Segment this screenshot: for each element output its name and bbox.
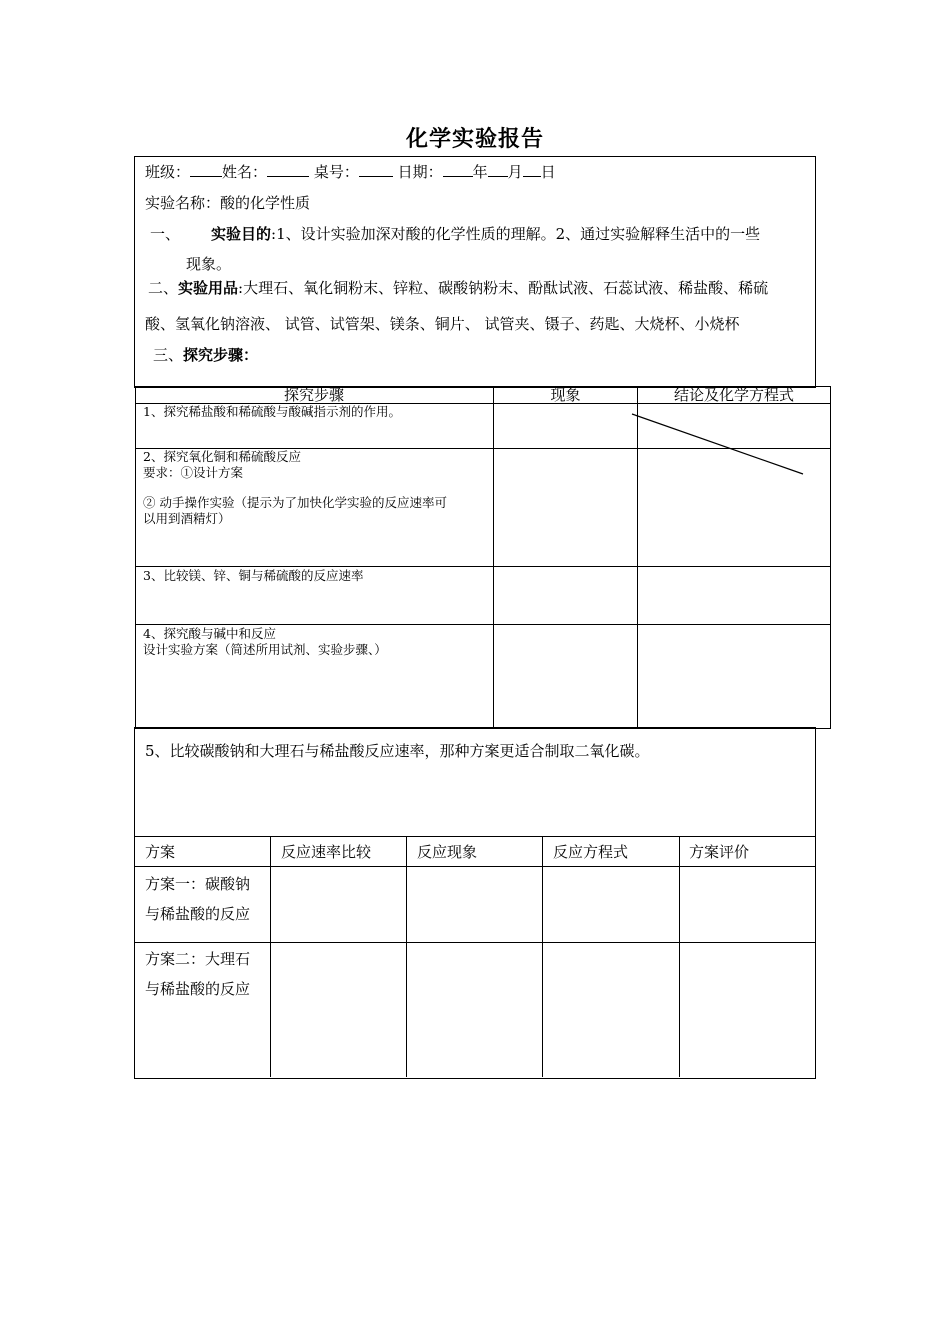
month-blank[interactable] [488, 162, 508, 177]
purpose-text-line2: 现象。 [186, 255, 232, 273]
compare-box [134, 727, 816, 1079]
year-blank[interactable] [443, 162, 473, 177]
compare-header-plan: 方案 [145, 843, 176, 861]
step-row-2-line-2: 要求：①设计方案 [143, 465, 244, 480]
steps-header-step: 探究步骤 [283, 386, 344, 404]
compare-col-rule-1 [270, 836, 271, 1077]
purpose-line1 [211, 224, 760, 244]
steps-header-phenomenon: 现象 [550, 386, 581, 404]
steps-heading-num: 三、 [153, 346, 184, 364]
step-row-1-line-1: 1、探究稀盐酸和稀硫酸与酸碱指示剂的作用。 [143, 404, 401, 419]
compare-col-rule-4 [679, 836, 680, 1077]
diagonal-slash [628, 410, 808, 478]
student-info-line [145, 162, 556, 182]
steps-header-conclusion: 结论及化学方程式 [673, 386, 794, 404]
purpose-text-line1: :1、设计实验加深对酸的化学性质的理解。2、通过实验解释生活中的一些 [271, 225, 761, 243]
materials-text-line2: 酸、氢氧化钠溶液、 试管、试管架、镁条、铜片、 试管夹、镊子、药匙、大烧杯、小烧杯 [145, 315, 740, 333]
compare-header-rate: 反应速率比较 [281, 843, 372, 861]
steps-col-rule-1 [493, 386, 494, 727]
step-row-2-line-5: 以用到酒精灯） [143, 511, 231, 526]
date-label: 日期： [397, 163, 443, 181]
compare-header-evaluation: 方案评价 [689, 843, 750, 861]
step-row-3-line-1: 3、比较镁、锌、铜与稀硫酸的反应速率 [143, 568, 364, 583]
materials-line1 [148, 278, 768, 298]
compare-row-rule [134, 942, 815, 943]
compare-header-equation: 反应方程式 [553, 843, 629, 861]
year-label: 年 [472, 163, 488, 181]
class-blank[interactable] [190, 162, 222, 177]
step-row-4-line-1: 4、探究酸与碱中和反应 [143, 626, 276, 641]
page-title: 化学实验报告 [405, 127, 544, 152]
materials-label: 实验用品 [178, 279, 239, 297]
compare-row-2-line-1: 方案二：大理石 [145, 950, 251, 968]
compare-row-1-line-1: 方案一：碳酸钠 [145, 875, 251, 893]
steps-row-rule-3 [135, 624, 830, 625]
compare-col-rule-3 [542, 836, 543, 1077]
compare-question: 5、比较碳酸钠和大理石与稀盐酸反应速率，那种方案更适合制取二氧化碳。 [145, 742, 650, 760]
name-label: 姓名： [222, 163, 268, 181]
month-label: 月 [507, 163, 523, 181]
desk-label: 桌号： [313, 163, 359, 181]
day-label: 日 [540, 163, 556, 181]
materials-text-line1: :大理石、氧化铜粉末、锌粒、碳酸钠粉末、酚酞试液、石蕊试液、稀盐酸、稀硫 [238, 279, 769, 297]
purpose-label: 实验目的 [211, 225, 272, 243]
name-blank[interactable] [267, 162, 309, 177]
steps-row-rule-2 [135, 566, 830, 567]
purpose-num: 一、 [150, 225, 181, 243]
desk-blank[interactable] [359, 162, 393, 177]
step-row-2-line-1: 2、探究氧化铜和稀硫酸反应 [143, 449, 301, 464]
compare-row-1-line-2: 与稀盐酸的反应 [145, 905, 251, 923]
compare-header-phenomenon: 反应现象 [417, 843, 478, 861]
compare-header-rule [134, 866, 815, 867]
compare-header-top-rule [134, 836, 815, 837]
compare-col-rule-2 [406, 836, 407, 1077]
step-row-2-line-4: ② 动手操作实验（提示为了加快化学实验的反应速率可 [143, 495, 447, 510]
compare-row-2-line-2: 与稀盐酸的反应 [145, 980, 251, 998]
step-row-4-line-2: 设计实验方案（简述所用试剂、实验步骤、） [143, 642, 387, 657]
steps-heading-label: 探究步骤： [183, 346, 259, 364]
steps-heading [153, 345, 258, 365]
materials-num: 二、 [148, 279, 179, 297]
class-label: 班级： [145, 163, 191, 181]
experiment-name: 实验名称：酸的化学性质 [145, 194, 311, 212]
day-blank[interactable] [523, 162, 541, 177]
